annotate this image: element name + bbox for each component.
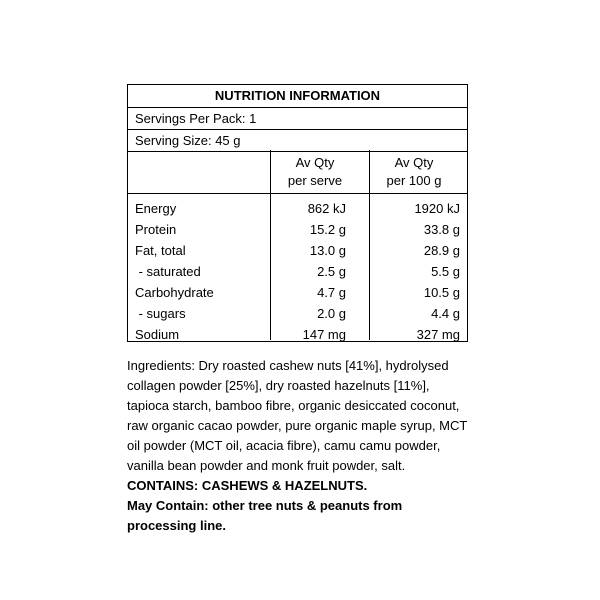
per-serve-header-line2: per serve — [287, 173, 343, 188]
per-serve-value: 2.0 g — [317, 306, 346, 321]
nutrient-label: Protein — [135, 222, 177, 237]
per-serve-value: 15.2 g — [309, 222, 346, 237]
per-100g-value: 327 mg — [416, 327, 460, 342]
nutrient-label: Sodium — [135, 327, 180, 342]
servings-per-pack: Servings Per Pack: 1 — [128, 108, 467, 130]
serving-size: Serving Size: 45 g — [128, 130, 467, 152]
nutrient-rows — [128, 194, 467, 345]
per-100g-value: 28.9 g — [423, 243, 460, 258]
per-100g-header — [369, 154, 459, 190]
nutrient-row — [128, 219, 467, 240]
per-100g-header-line2: per 100 g — [386, 173, 442, 188]
nutrient-row — [128, 282, 467, 303]
per-serve-value: 862 kJ — [307, 201, 346, 216]
per-100g-value: 5.5 g — [431, 264, 460, 279]
per-100g-value: 4.4 g — [431, 306, 460, 321]
per-serve-header-line1: Av Qty — [295, 155, 335, 170]
nutrition-panel — [127, 84, 468, 342]
per-100g-value: 1920 kJ — [414, 201, 460, 216]
nutrient-label: - sugars — [135, 306, 186, 321]
per-serve-header — [270, 154, 360, 190]
nutrient-row — [128, 261, 467, 282]
column-header — [128, 152, 467, 194]
per-100g-header-line1: Av Qty — [394, 155, 434, 170]
nutrient-row — [128, 198, 467, 219]
ingredients-block — [127, 356, 472, 536]
nutrient-row — [128, 324, 467, 345]
per-serve-value: 4.7 g — [317, 285, 346, 300]
column-divider-1 — [270, 150, 271, 340]
per-100g-value: 33.8 g — [423, 222, 460, 237]
per-100g-value: 10.5 g — [423, 285, 460, 300]
per-serve-value: 147 mg — [302, 327, 346, 342]
nutrient-label: Carbohydrate — [135, 285, 214, 300]
per-serve-value: 2.5 g — [317, 264, 346, 279]
may-contain-statement: May Contain: other tree nuts & peanuts from processing line. — [127, 498, 403, 533]
nutrient-label: - saturated — [135, 264, 201, 279]
nutrient-row — [128, 240, 467, 261]
nutrient-row — [128, 303, 467, 324]
per-serve-value: 13.0 g — [309, 243, 346, 258]
nutrient-label: Energy — [135, 201, 177, 216]
panel-title: NUTRITION INFORMATION — [128, 85, 467, 108]
column-divider-2 — [369, 150, 370, 340]
contains-statement: CONTAINS: CASHEWS & HAZELNUTS. — [127, 478, 368, 493]
ingredients-text: Ingredients: Dry roasted cashew nuts [41%], hydrolysed collagen powder [25%], dry roasted hazelnuts [11%], tapioca starch, bamboo fibre, organic desiccated coconut, raw organic cacao powder, pure organic maple syrup, MCT oil powder (MCT oil, acacia fibre), camu camu powder, vanilla bean powder and monk fruit powder, salt. — [127, 358, 468, 473]
nutrient-label: Fat, total — [135, 243, 186, 258]
